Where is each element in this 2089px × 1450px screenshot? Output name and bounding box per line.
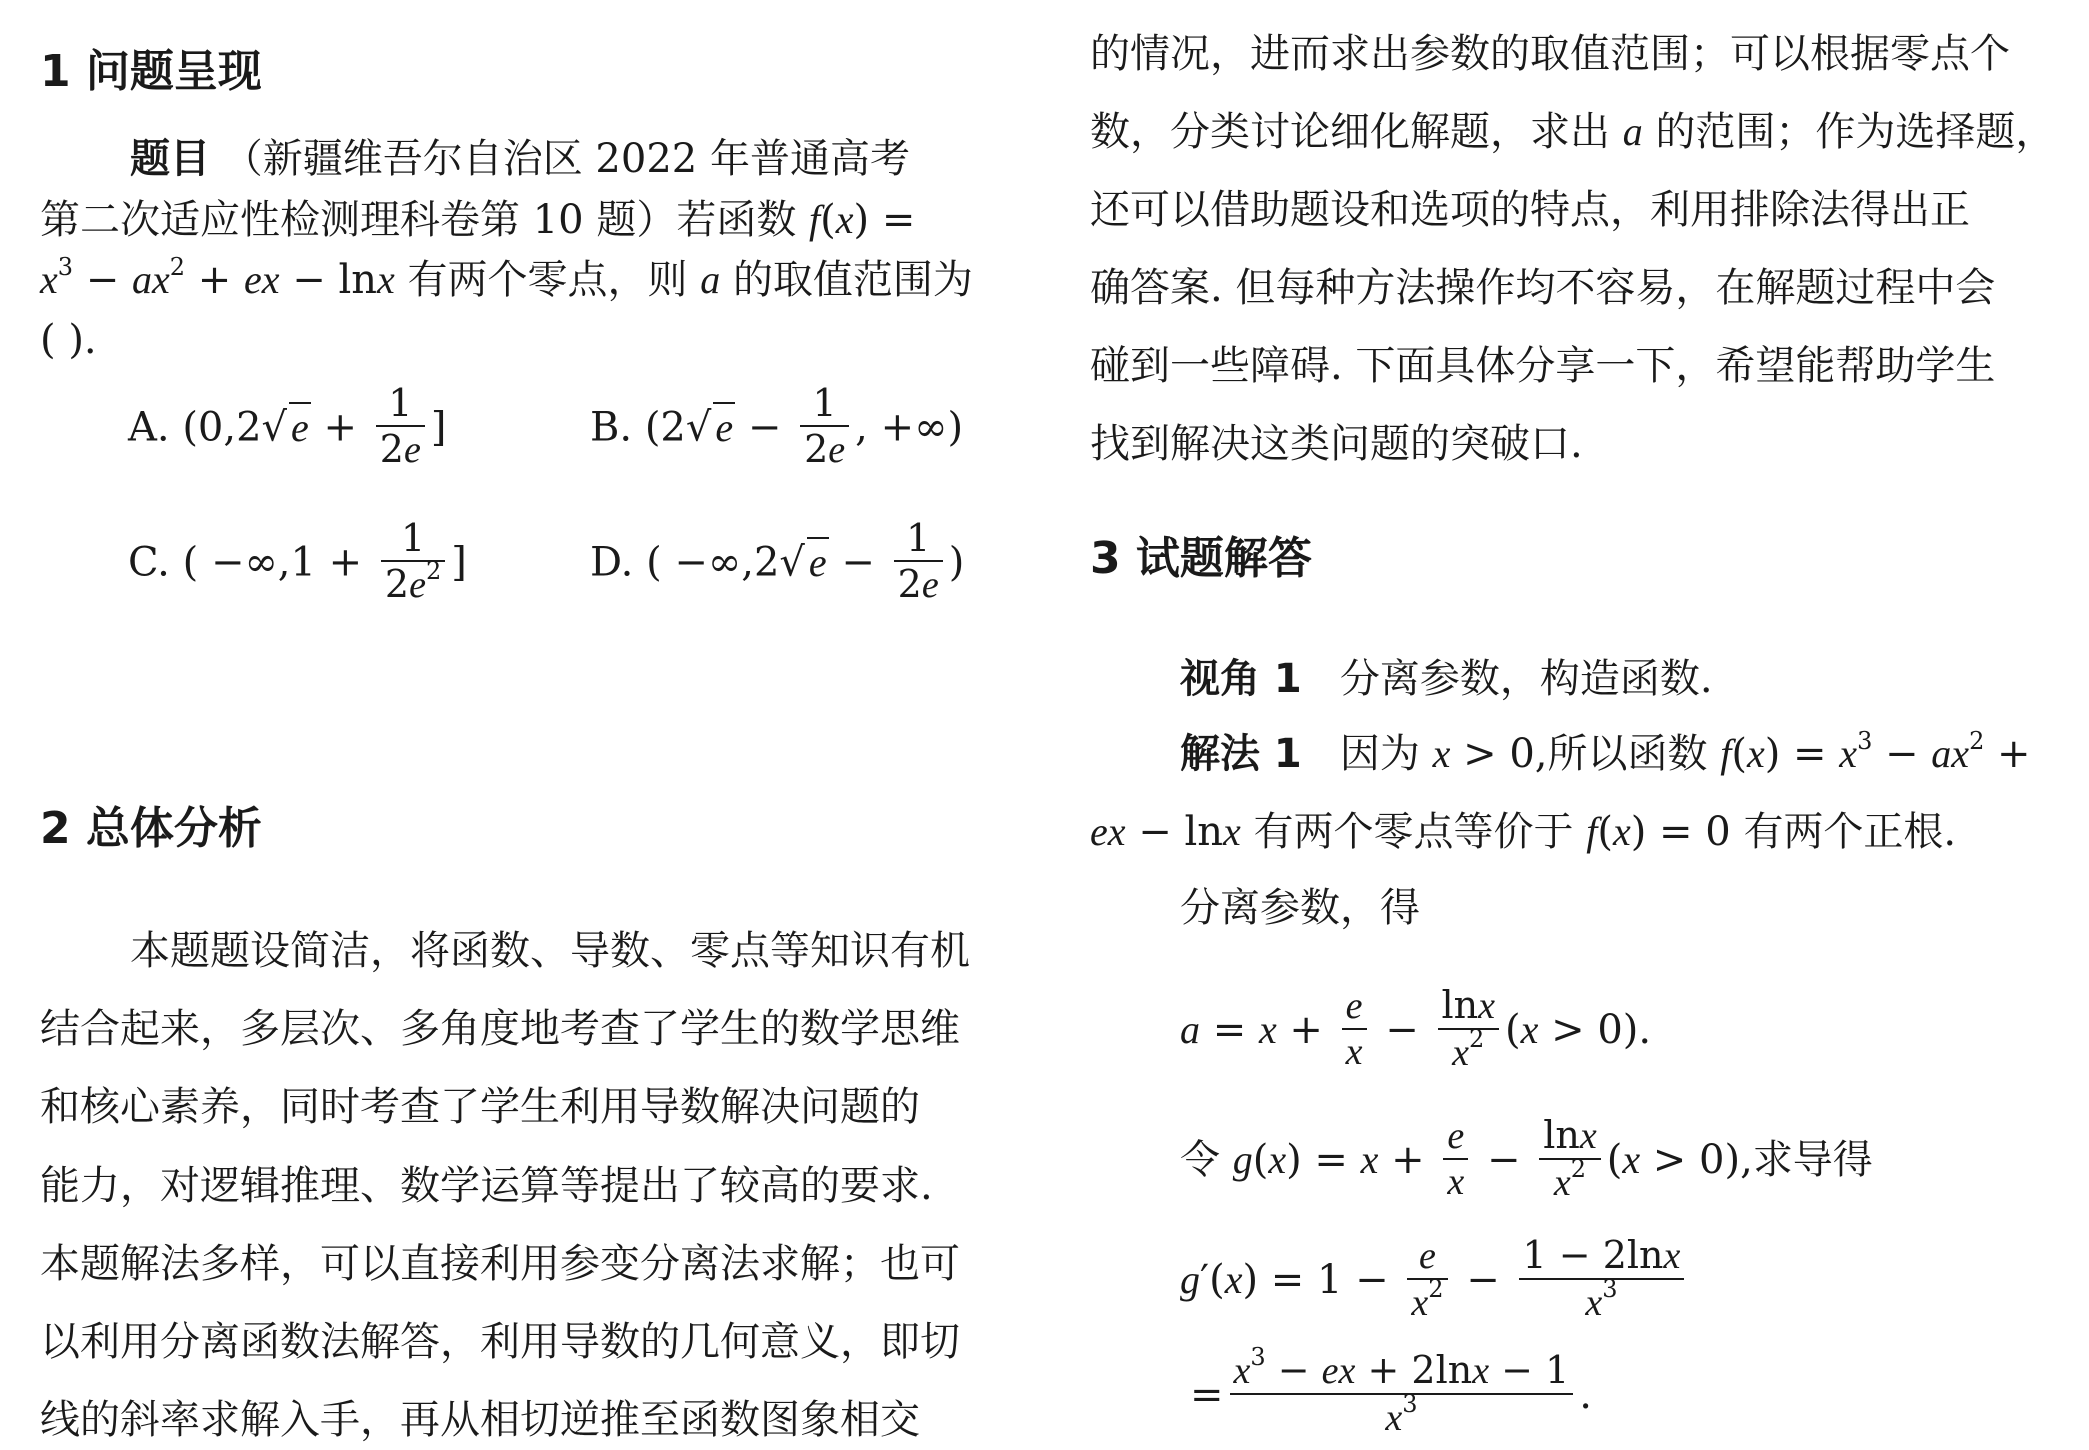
method1-line-2: ex − lnx 有两个零点等价于 f(x) = 0 有两个正根. xyxy=(1090,809,1957,855)
section3-title: 3 试题解答 xyxy=(1090,533,1312,584)
equation-g: 令 g(x) = x + $\frac{e}{x}$ − $\frac{\ln x}{x^2}$ (x > 0),求导得 xyxy=(1180,1113,1873,1204)
option-d: D. ( −∞,2√ e − $\frac{1}{2e}$ ) xyxy=(590,516,965,606)
separate-line: 分离参数，得 xyxy=(1180,885,1420,931)
problem-line-3: $x^3 - ax^2$ + ex − lnx 有两个零点，则 a 的取值范围为 xyxy=(40,252,973,303)
continued-line: 碰到一些障碍. 下面具体分享一下，希望能帮助学生 xyxy=(1090,343,1996,389)
option-b: B. (2√ e − $\frac{1}{2e}$ , +∞) xyxy=(590,381,964,471)
continued-line: 确答案. 但每种方法操作均不容易，在解题过程中会 xyxy=(1090,265,1996,311)
fraction: $\frac{1 - 2\ln x}{x^3}$ xyxy=(1519,1233,1685,1325)
view1-line: 视角 1 分离参数，构造函数. xyxy=(1180,656,1713,702)
fraction: $\frac{1}{2e}$ xyxy=(894,516,943,607)
problem-line-4: ( ). xyxy=(40,317,97,363)
fraction: $\frac{\ln x}{x^2}$ xyxy=(1539,1113,1601,1205)
analysis-line: 以利用分离函数法解答，利用导数的几何意义，即切 xyxy=(40,1319,960,1365)
continued-line: 找到解决这类问题的突破口. xyxy=(1090,421,1583,467)
analysis-line: 结合起来，多层次、多角度地考查了学生的数学思维 xyxy=(40,1006,960,1052)
equation-g-prime: g′(x) = 1 − $\frac{e}{x^2}$ − $\frac{1 - 2\ln x}{x^3}$ xyxy=(1180,1225,1690,1335)
analysis-line: 能力，对逻辑推理、数学运算等提出了较高的要求. xyxy=(40,1163,933,1209)
analysis-line: 和核心素养，同时考查了学生利用导数解决问题的 xyxy=(40,1084,920,1130)
problem-line-2: 第二次适应性检测理科卷第 10 题）若函数 f(x) = xyxy=(40,197,916,243)
fraction: $\frac{\ln x}{x^2}$ xyxy=(1438,983,1500,1075)
fraction: $\frac{e}{x}$ xyxy=(1342,984,1367,1074)
problem-label: 题目 xyxy=(130,136,210,182)
fraction: $\frac{x^3 - ex + 2\ln x - 1}{x^3}$ xyxy=(1230,1348,1574,1440)
equation-g-prime-2: = $\frac{x^3 - ex + 2\ln x - 1}{x^3}$ . xyxy=(1190,1343,1592,1439)
fraction: $\frac{1}{2e^2}$ xyxy=(381,516,445,607)
option-c: C. ( −∞,1 + $\frac{1}{2e^2}$ ] xyxy=(128,516,467,606)
analysis-line: 本题题设简洁，将函数、导数、零点等知识有机 xyxy=(130,928,970,974)
analysis-line: 线的斜率求解入手，再从相切逆推至函数图象相交 xyxy=(40,1397,920,1443)
section1-title: 1 问题呈现 xyxy=(40,46,262,97)
option-a: A. (0,2√ e + $\frac{1}{2e}$ ] xyxy=(128,381,447,471)
method1-line: 解法 1 因为 x > 0,所以函数 $f(x) = x^3 - ax^2$ + xyxy=(1180,726,2031,777)
fraction: $\frac{e}{x}$ xyxy=(1443,1114,1468,1204)
fraction: $\frac{e}{x^2}$ xyxy=(1407,1234,1447,1325)
analysis-line: 本题解法多样，可以直接利用参变分离法求解；也可 xyxy=(40,1241,960,1287)
continued-line: 还可以借助题设和选项的特点，利用排除法得出正 xyxy=(1090,187,1970,233)
problem-line-1 xyxy=(130,135,910,183)
equation-a: a = x + $\frac{e}{x}$ − $\frac{\ln x}{x^2}$ (x > 0). xyxy=(1180,983,1652,1074)
problem-source: （新疆维吾尔自治区 2022 年普通高考 xyxy=(222,136,910,182)
fraction: $\frac{1}{2e}$ xyxy=(376,381,425,472)
continued-line: 的情况，进而求出参数的取值范围；可以根据零点个 xyxy=(1090,31,2010,77)
continued-line-2: 数，分类讨论细化解题，求出 a 的范围；作为选择题， xyxy=(1090,109,2056,155)
fraction: $\frac{1}{2e}$ xyxy=(800,381,849,472)
section2-title: 2 总体分析 xyxy=(40,803,262,854)
